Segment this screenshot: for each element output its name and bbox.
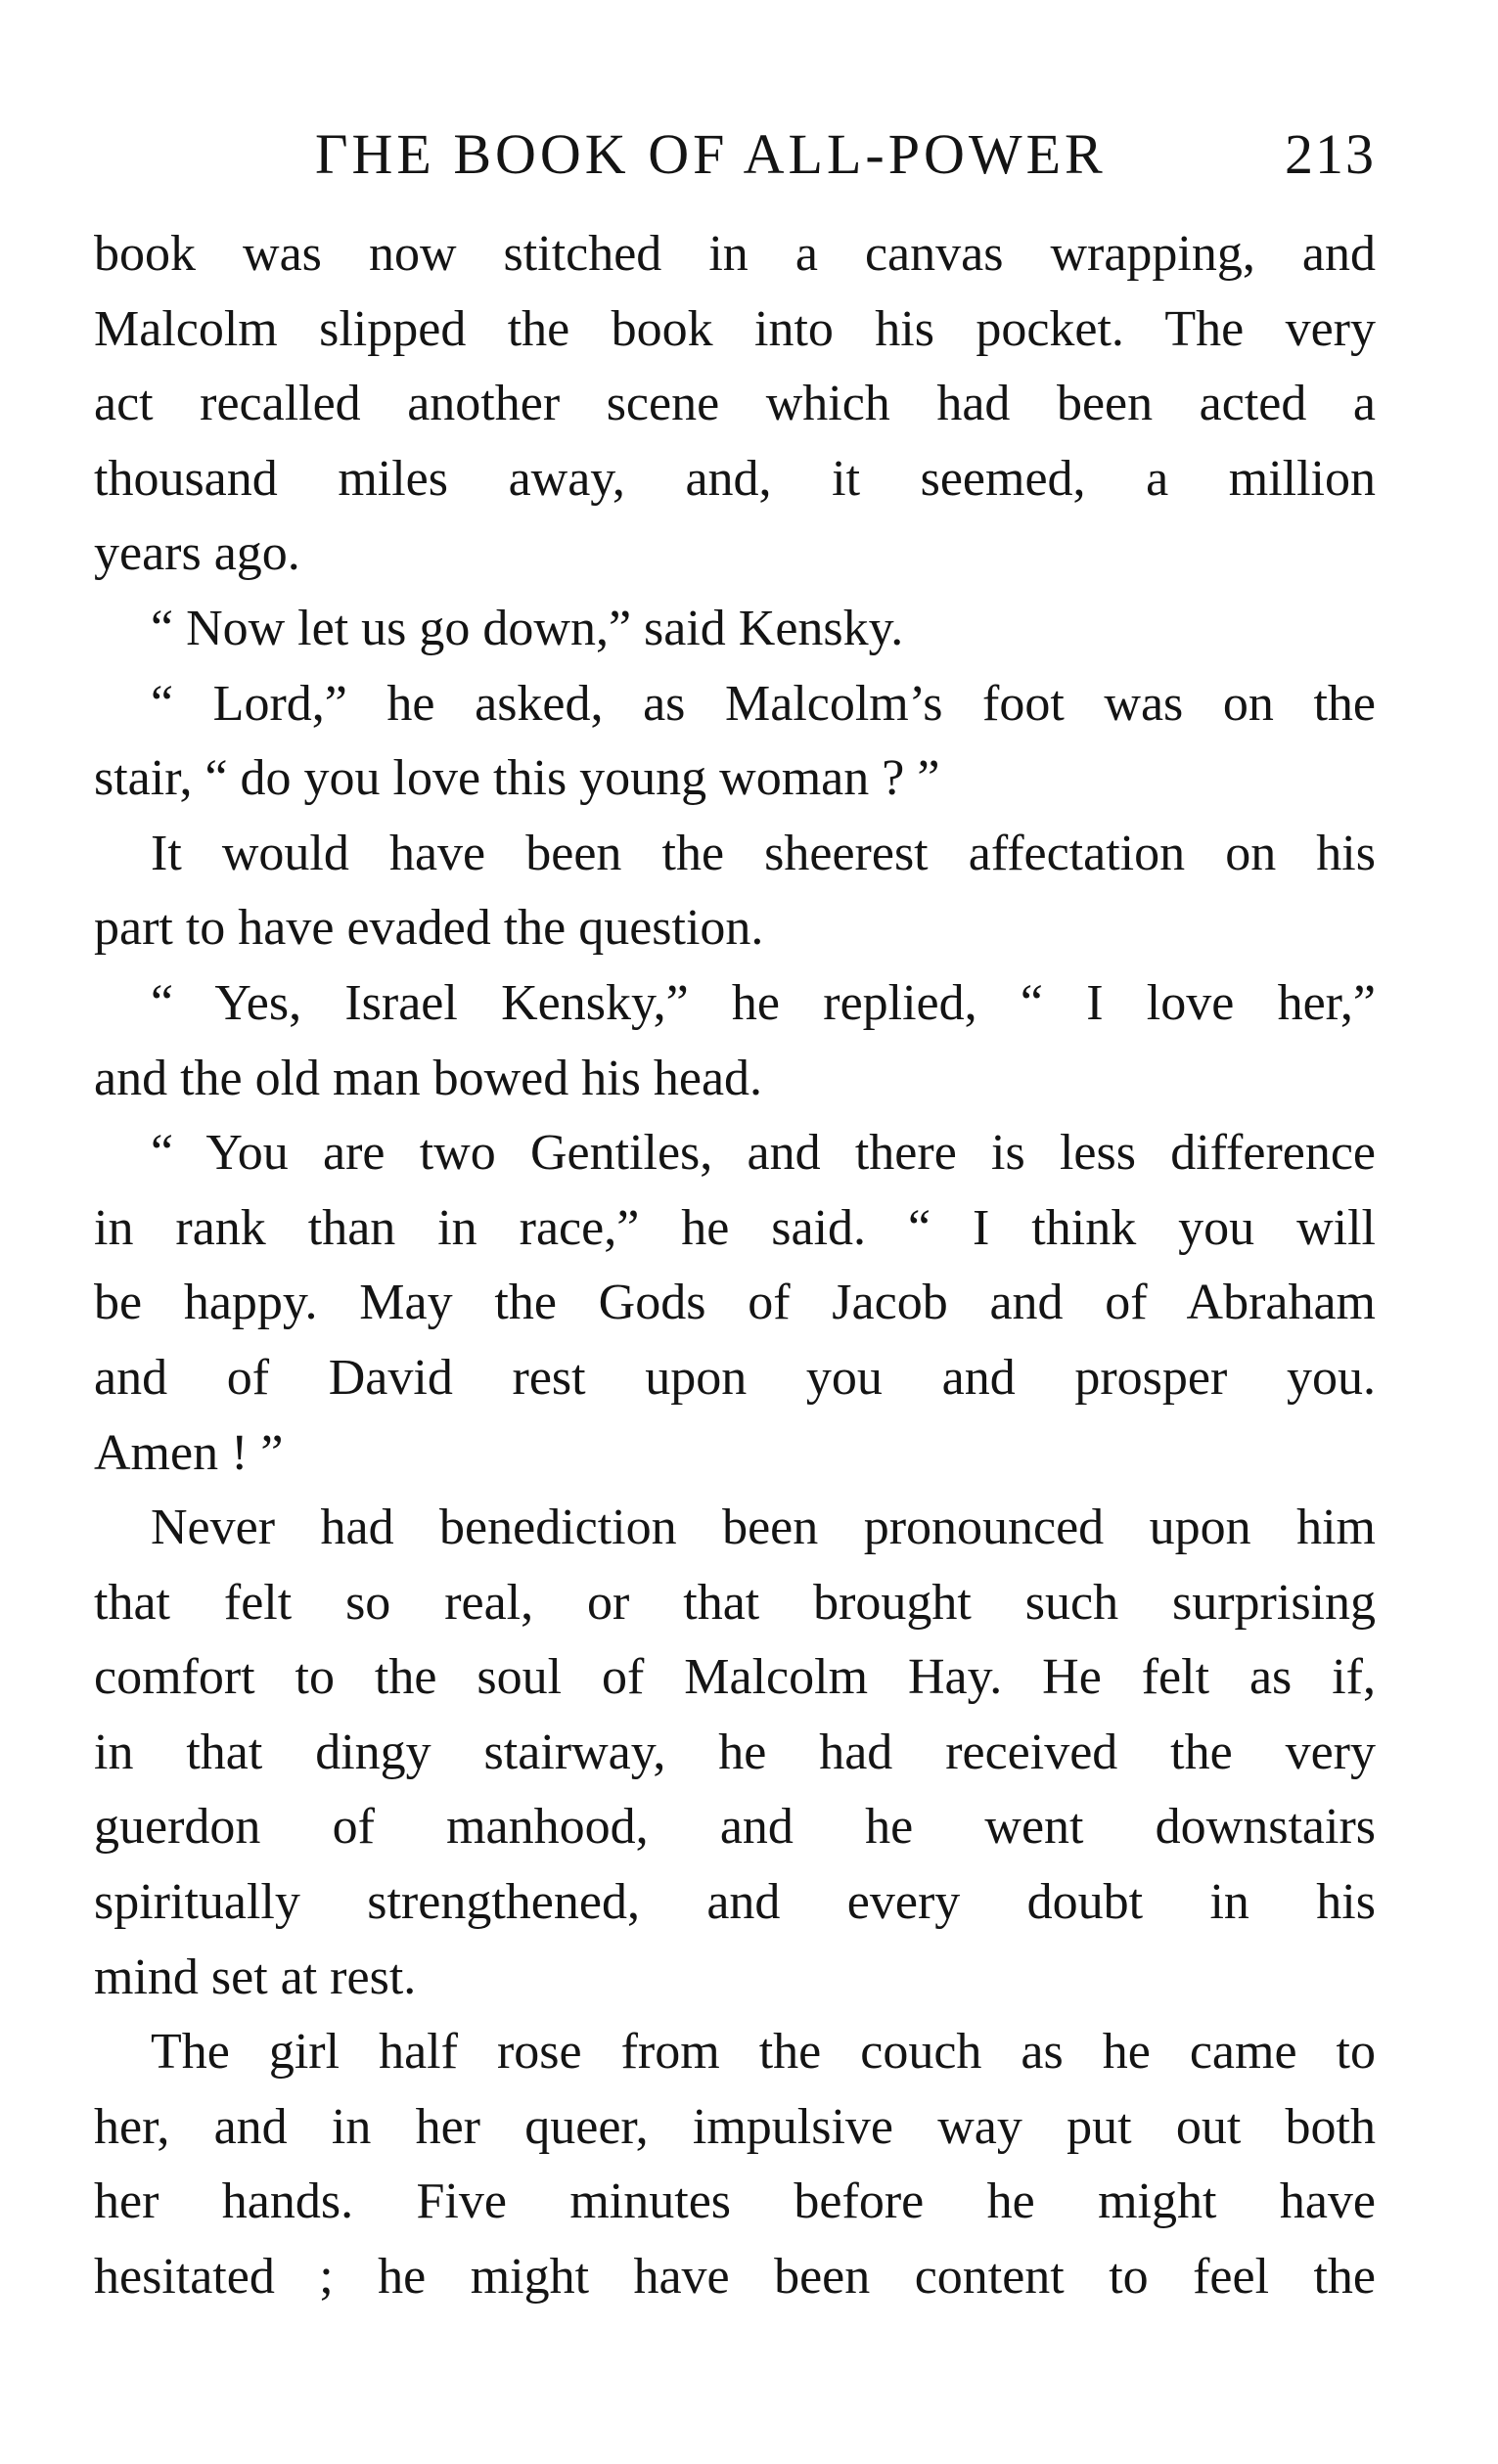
text-line: Never had benediction been pronounced upon him	[151, 1500, 1376, 1556]
running-title: ΓHE BOOK OF ALL-POWER	[315, 122, 1107, 186]
text-line: hesitated ; he might have been content to feel the	[94, 2249, 1376, 2306]
text-line: It would have been the sheerest affectation on his	[151, 825, 1376, 881]
text-line: part to have evaded the question.	[94, 900, 764, 957]
page-number: 213	[1285, 122, 1376, 186]
text-line: in that dingy stairway, he had received the very	[94, 1724, 1376, 1780]
text-line: Malcolm slipped the book into his pocket. The very	[94, 300, 1376, 357]
text-line: guerdon of manhood, and he went downstairs	[94, 1799, 1376, 1856]
text-line: in rank than in race,” he said. “ I think you will	[94, 1199, 1376, 1256]
text-line: stair, “ do you love this young woman ? ”	[94, 750, 940, 807]
page-text	[94, 217, 1376, 2315]
text-line: comfort to the soul of Malcolm Hay. He felt as if,	[94, 1649, 1376, 1706]
text-line: Amen ! ”	[94, 1424, 284, 1481]
text-line: spiritually strengthened, and every doubt in his	[94, 1874, 1376, 1931]
text-line: her, and in her queer, impulsive way put out both	[94, 2098, 1376, 2155]
text-line: mind set at rest.	[94, 1949, 417, 2005]
text-line: be happy. May the Gods of Jacob and of Abraham	[94, 1275, 1376, 1331]
text-line: that felt so real, or that brought such surprising	[94, 1574, 1376, 1631]
running-head	[94, 115, 1376, 194]
text-line: thousand miles away, and, it seemed, a million	[94, 450, 1376, 507]
text-line: The girl half rose from the couch as he came to	[151, 2024, 1376, 2081]
text-line: years ago.	[94, 525, 300, 582]
text-line: her hands. Five minutes before he might have	[94, 2173, 1376, 2230]
text-line: “ Yes, Israel Kensky,” he replied, “ I love her,”	[151, 974, 1376, 1031]
text-line: “ You are two Gentiles, and there is less difference	[151, 1125, 1376, 1182]
text-line: act recalled another scene which had been acted a	[94, 376, 1376, 432]
text-line: book was now stitched in a canvas wrapping, and	[94, 226, 1376, 282]
text-line: “ Lord,” he asked, as Malcolm’s foot was on the	[151, 675, 1376, 732]
text-line: and the old man bowed his head.	[94, 1050, 763, 1106]
text-line: “ Now let us go down,” said Kensky.	[151, 600, 904, 656]
text-line: and of David rest upon you and prosper you.	[94, 1349, 1376, 1406]
